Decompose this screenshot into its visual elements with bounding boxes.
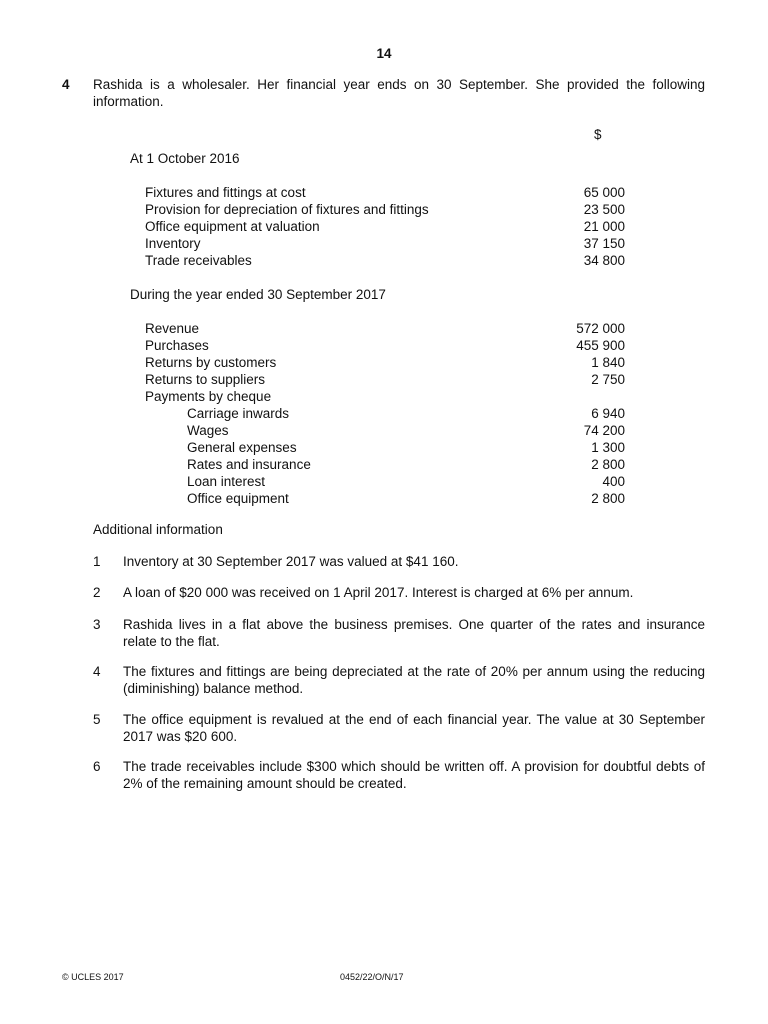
year-transactions-title: During the year ended 30 September 2017 [130, 287, 386, 302]
note-number: 3 [93, 617, 101, 632]
table-row [0, 457, 768, 474]
table-row [0, 219, 768, 236]
row-value: 2 800 [591, 457, 625, 472]
row-label: Office equipment [187, 491, 289, 506]
row-label: Purchases [145, 338, 209, 353]
row-label: Revenue [145, 321, 200, 336]
note-number: 1 [93, 554, 101, 569]
row-label: Office equipment at valuation [145, 219, 320, 234]
row-value: 34 800 [583, 253, 625, 268]
table-row [0, 423, 768, 440]
row-label: General expenses [187, 440, 297, 455]
table-row [0, 389, 768, 406]
note-number: 4 [93, 664, 101, 679]
note-number: 6 [93, 759, 101, 774]
note-number: 5 [93, 712, 101, 727]
paper-code-footer: 0452/22/O/N/17 [340, 972, 404, 982]
row-label: Rates and insurance [187, 457, 311, 472]
row-value: 2 750 [591, 372, 625, 387]
row-value: 455 900 [576, 338, 625, 353]
row-value: 400 [602, 474, 625, 489]
row-value: 74 200 [583, 423, 625, 438]
row-label: Payments by cheque [145, 389, 272, 404]
row-label: Provision for depreciation of fixtures and fittings [145, 202, 429, 217]
row-value: 6 940 [591, 406, 625, 421]
row-label: Loan interest [187, 474, 266, 489]
note-text: The fixtures and fittings are being depreciated at the rate of 20% per annum using the reducing (diminishing) balance method. [123, 664, 705, 696]
row-value: 572 000 [576, 321, 625, 336]
row-label: Wages [187, 423, 229, 438]
table-row [0, 202, 768, 219]
note-text: The trade receivables include $300 which should be written off. A provision for doubtful debts of 2% of the remaining amount should be created. [123, 759, 705, 791]
row-value: 21 000 [583, 219, 625, 234]
question-number: 4 [62, 77, 70, 92]
table-row [0, 253, 768, 270]
note-text: The office equipment is revalued at the end of each financial year. The value at 30 September 2017 was $20 600. [123, 712, 705, 744]
table-row [0, 321, 768, 338]
table-row [0, 406, 768, 423]
table-row [0, 440, 768, 457]
row-label: Returns to suppliers [145, 372, 266, 387]
copyright-footer: © UCLES 2017 [62, 972, 124, 982]
additional-info-title: Additional information [93, 522, 223, 537]
table-row [0, 474, 768, 491]
row-label: Inventory [145, 236, 201, 251]
note-number: 2 [93, 585, 101, 600]
row-label: Fixtures and fittings at cost [145, 185, 306, 200]
table-row [0, 491, 768, 508]
table-row [0, 338, 768, 355]
note-text: A loan of $20 000 was received on 1 April 2017. Interest is charged at 6% per annum. [123, 585, 634, 600]
row-label: Carriage inwards [187, 406, 290, 421]
question-intro: Rashida is a wholesaler. Her financial year ends on 30 September. She provided the following information. [93, 77, 705, 109]
table-row [0, 355, 768, 372]
row-value: 37 150 [583, 236, 625, 251]
row-label: Returns by customers [145, 355, 277, 370]
page-number: 14 [376, 46, 392, 61]
table-row [0, 236, 768, 253]
note-text: Rashida lives in a flat above the business premises. One quarter of the rates and insurance relate to the flat. [123, 617, 705, 649]
row-value: 1 300 [591, 440, 625, 455]
opening-balances-title: At 1 October 2016 [130, 151, 240, 166]
currency-heading: $ [594, 127, 602, 142]
row-label: Trade receivables [145, 253, 252, 268]
row-value: 23 500 [583, 202, 625, 217]
note-text: Inventory at 30 September 2017 was valued at $41 160. [123, 554, 459, 569]
row-value: 2 800 [591, 491, 625, 506]
table-row [0, 185, 768, 202]
row-value: 65 000 [583, 185, 625, 200]
row-value: 1 840 [591, 355, 625, 370]
table-row [0, 372, 768, 389]
